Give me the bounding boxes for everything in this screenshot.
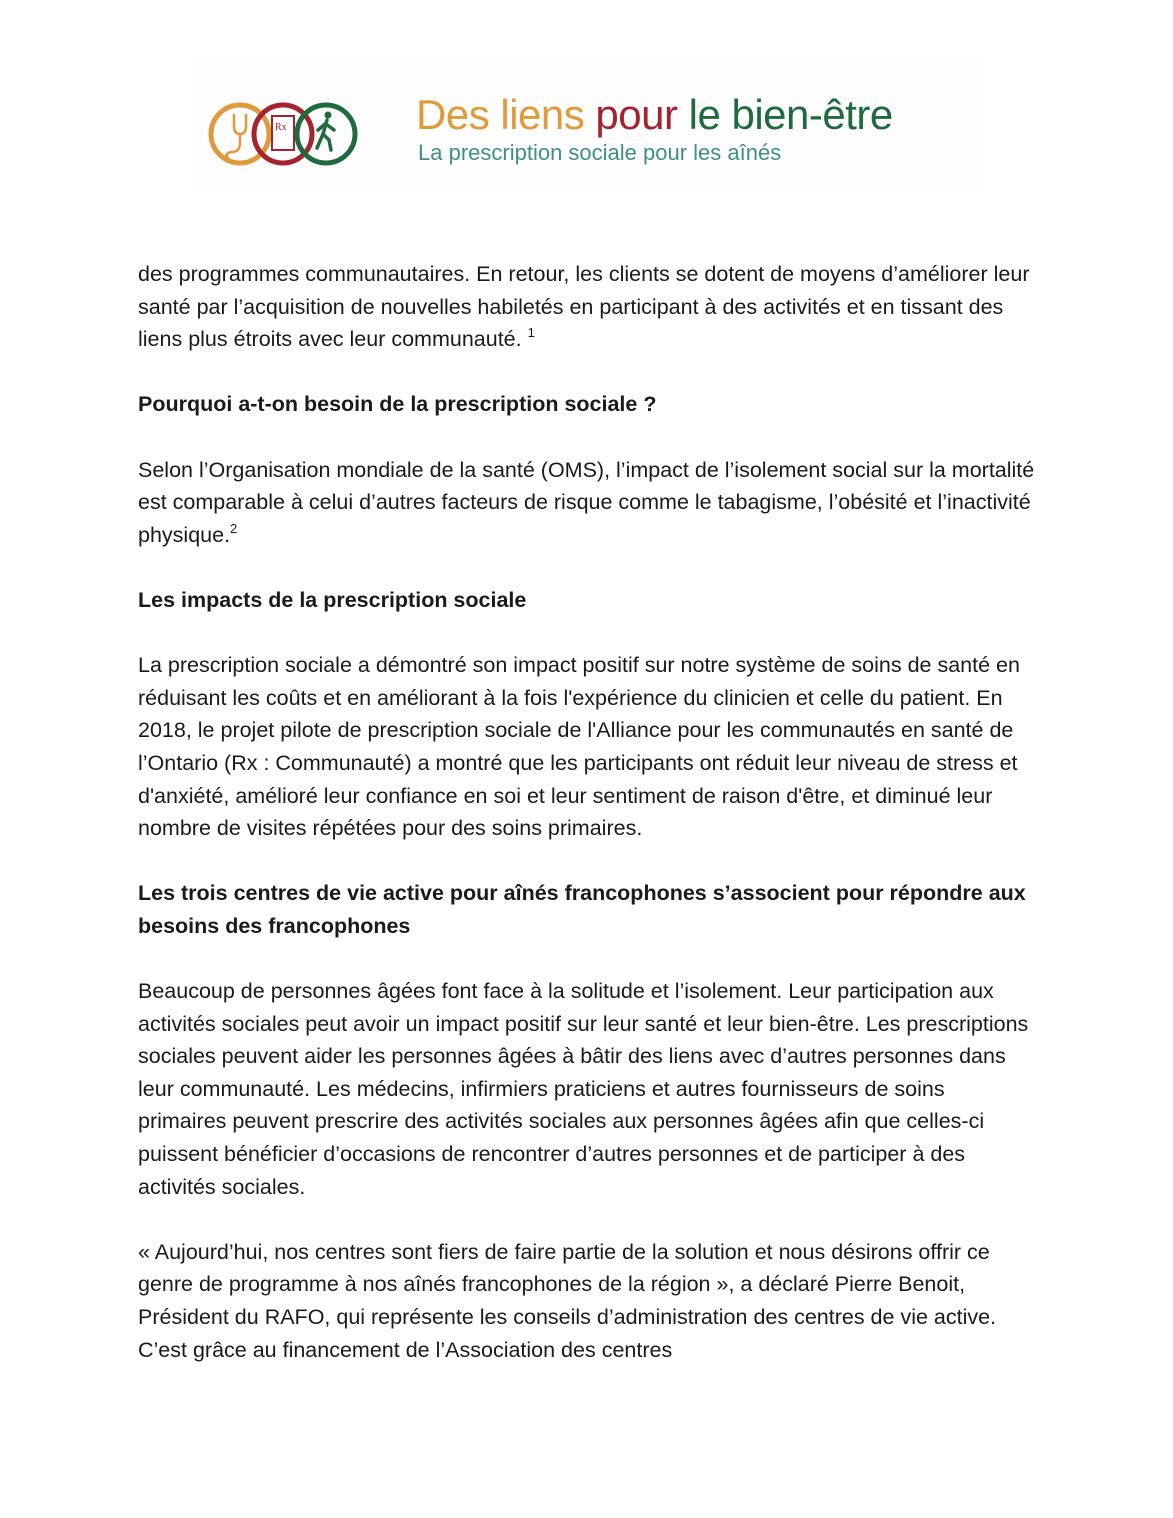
- section-heading: Les trois centres de vie active pour aînés francophones s’associent pour répondre aux besoins des francophones: [138, 881, 1026, 938]
- logo-title: [416, 91, 893, 138]
- logo-title-part: Des liens: [416, 91, 596, 138]
- paragraph: [138, 258, 1038, 356]
- document-body: [138, 258, 1038, 1399]
- paragraph: Beaucoup de personnes âgées font face à la solitude et l’isolement. Leur participation aux activités sociales peut avoir un impact positif sur leur santé et leur bien-être. Les prescriptions sociales peuvent aider les personnes âgées à bâtir des liens avec d’autres personnes dans leur communauté. Les médecins, infirmiers praticiens et autres fournisseurs de soins primaires peuvent prescrire des activités sociales aux personnes âgées afin que celles-ci puissent bénéficier d’occasions de rencontrer d’autres personnes et de participer à des activités sociales.: [138, 979, 1029, 1199]
- walking-person-icon: [297, 105, 355, 163]
- paragraph-text: des programmes communautaires. En retour, les clients se dotent de moyens d’améliorer leur santé par l’acquisition de nouvelles habiletés en participant à des activités et en tissant des liens plus étroits avec leur communauté.: [138, 262, 1030, 352]
- paragraph: La prescription sociale a démontré son impact positif sur notre système de soins de santé en réduisant les coûts et en améliorant à la fois l'expérience du clinicien et celle du patient. En 2018, le projet pilote de prescription sociale de l'Alliance pour les communautés en santé de l’Ontario (Rx : Communauté) a montré que les participants ont réduit leur niveau de stress et d'anxiété, amélioré leur confiance en soi et leur sentiment de raison d'être, et diminué leur nombre de visites répétées pour des soins primaires.: [138, 653, 1020, 841]
- logo-subtitle: La prescription sociale pour les aînés: [418, 140, 782, 165]
- logo-rings: [208, 100, 358, 168]
- logo-title-part: le bien-être: [677, 91, 893, 138]
- section-heading: Pourquoi a-t-on besoin de la prescription sociale ?: [138, 392, 657, 417]
- paragraph: [138, 454, 1038, 552]
- logo-banner: [190, 60, 985, 190]
- footnote-ref[interactable]: 2: [230, 520, 238, 536]
- logo-title-part: pour: [595, 91, 678, 138]
- section-heading: Les impacts de la prescription sociale: [138, 587, 527, 612]
- footnote-ref[interactable]: 1: [527, 325, 535, 341]
- svg-text:Rx: Rx: [275, 122, 287, 133]
- paragraph-text: Selon l’Organisation mondiale de la santé (OMS), l’impact de l’isolement social sur la mortalité est comparable à celui d’autres facteurs de risque comme le tabagisme, l’obésité et l’inactivité physique.: [138, 457, 1035, 547]
- paragraph: « Aujourd’hui, nos centres sont fiers de faire partie de la solution et nous désirons offrir ce genre de programme à nos aînés francophones de la région », a déclaré Pierre Benoit, Président du RAFO, qui représente les conseils d’administration des centres de vie active. C’est grâce au financement de l’Association des centres: [138, 1239, 997, 1362]
